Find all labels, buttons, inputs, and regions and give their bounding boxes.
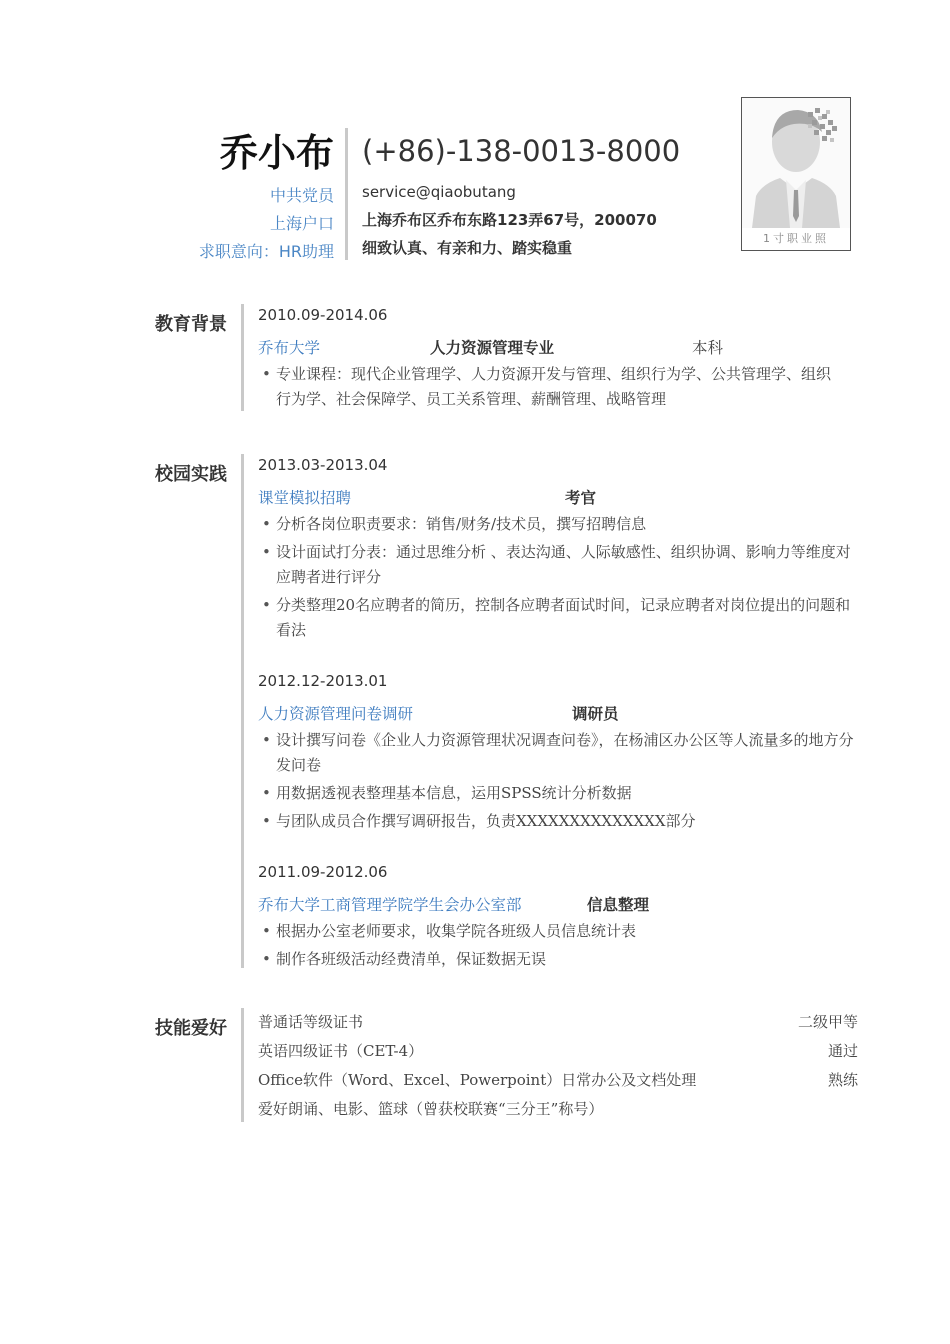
section-divider [241,304,244,411]
skill-row [258,1008,858,1037]
list-item: • 根据办公室老师要求，收集学院各班级人员信息统计表 [262,922,637,940]
section-body [258,454,858,975]
major-name: 人力资源管理专业 [430,339,555,357]
practice-period: 2012.12-2013.01 [258,672,388,690]
home-address: 上海乔布区乔布东路123弄67号，200070 [362,211,657,229]
section-body [258,1008,858,1124]
party-status: 中共党员 [269,186,334,205]
phone-number: (+86)-138-0013-8000 [362,134,681,168]
activity-role: 考官 [565,489,597,507]
list-item: • 与团队成员合作撰写调研报告，负责XXXXXXXXXXXXXX部分 [262,812,696,830]
section-title: 教育背景 [155,314,227,335]
skill-name: Office软件（Word、Excel、Powerpoint）日常办公及文档处理 [258,1071,697,1089]
activity-name: 课堂模拟招聘 [258,489,352,507]
skill-name: 普通话等级证书 [258,1013,364,1031]
list-item: • 分析各岗位职责要求：销售/财务/技术员，撰写招聘信息 [262,515,647,533]
bullet-list [258,728,858,834]
education-period: 2010.09-2014.06 [258,306,388,324]
skill-row [258,1095,858,1124]
list-item: • 设计撰写问卷《企业人力资源管理状况调查问卷》，在杨浦区办公区等人流量多的地方分发问卷 [262,731,854,774]
job-objective: 求职意向：HR助理 [198,242,334,261]
skill-level: 二级甲等 [797,1013,858,1031]
bullet-list [258,512,858,643]
profile-photo [741,97,851,251]
practice-period: 2011.09-2012.06 [258,863,388,881]
list-item: • 用数据透视表整理基本信息，运用SPSS统计分析数据 [262,784,632,802]
skill-row [258,1066,858,1095]
list-item: • 设计面试打分表：通过思维分析 、表达沟通、人际敏感性、组织协调、影响力等维度对应聘者进行评分 [262,543,851,586]
section-divider [241,1008,244,1122]
candidate-name: 乔小布 [219,131,334,175]
skill-name: 爱好朗诵、电影、篮球（曾获校联赛“三分王”称号） [258,1100,604,1118]
section-title: 校园实践 [155,464,227,485]
degree: 本科 [692,339,724,357]
skill-row [258,1037,858,1066]
list-item: • 分类整理20名应聘者的简历，控制各应聘者面试时间，记录应聘者对岗位提出的问题和看法 [262,596,851,639]
avatar-placeholder-icon [742,98,850,228]
activity-role: 调研员 [572,705,619,723]
activity-role: 信息整理 [587,896,650,914]
list-item: • 专业课程：现代企业管理学、人力资源开发与管理、组织行为学、公共管理学、组织行为学、社会保障学、员工关系管理、薪酬管理、战略管理 [262,365,832,408]
skill-name: 英语四级证书（CET-4） [258,1042,424,1060]
education-entry [258,334,858,362]
section-body [258,304,858,415]
header-divider [345,128,348,260]
bullet-list [258,919,858,972]
header-left [199,128,334,266]
list-item: • 制作各班级活动经费清单，保证数据无误 [262,950,547,968]
photo-caption: 1寸职业照 [763,232,829,245]
header-right [362,128,680,262]
skill-level: 熟练 [827,1071,858,1089]
practice-entry [258,700,858,728]
practice-entry [258,484,858,512]
activity-name: 人力资源管理问卷调研 [258,705,414,723]
bullet-list [258,362,858,412]
section-title: 技能爱好 [155,1018,227,1039]
hukou-status: 上海户口 [269,214,334,233]
email-address: service@qiaobutang [362,183,516,201]
school-name: 乔布大学 [258,339,321,357]
practice-entry [258,891,858,919]
section-divider [241,454,244,968]
personal-traits: 细致认真、有亲和力、踏实稳重 [362,239,573,257]
activity-name: 乔布大学工商管理学院学生会办公室部 [258,896,522,914]
practice-period: 2013.03-2013.04 [258,456,388,474]
skill-level: 通过 [827,1042,858,1060]
